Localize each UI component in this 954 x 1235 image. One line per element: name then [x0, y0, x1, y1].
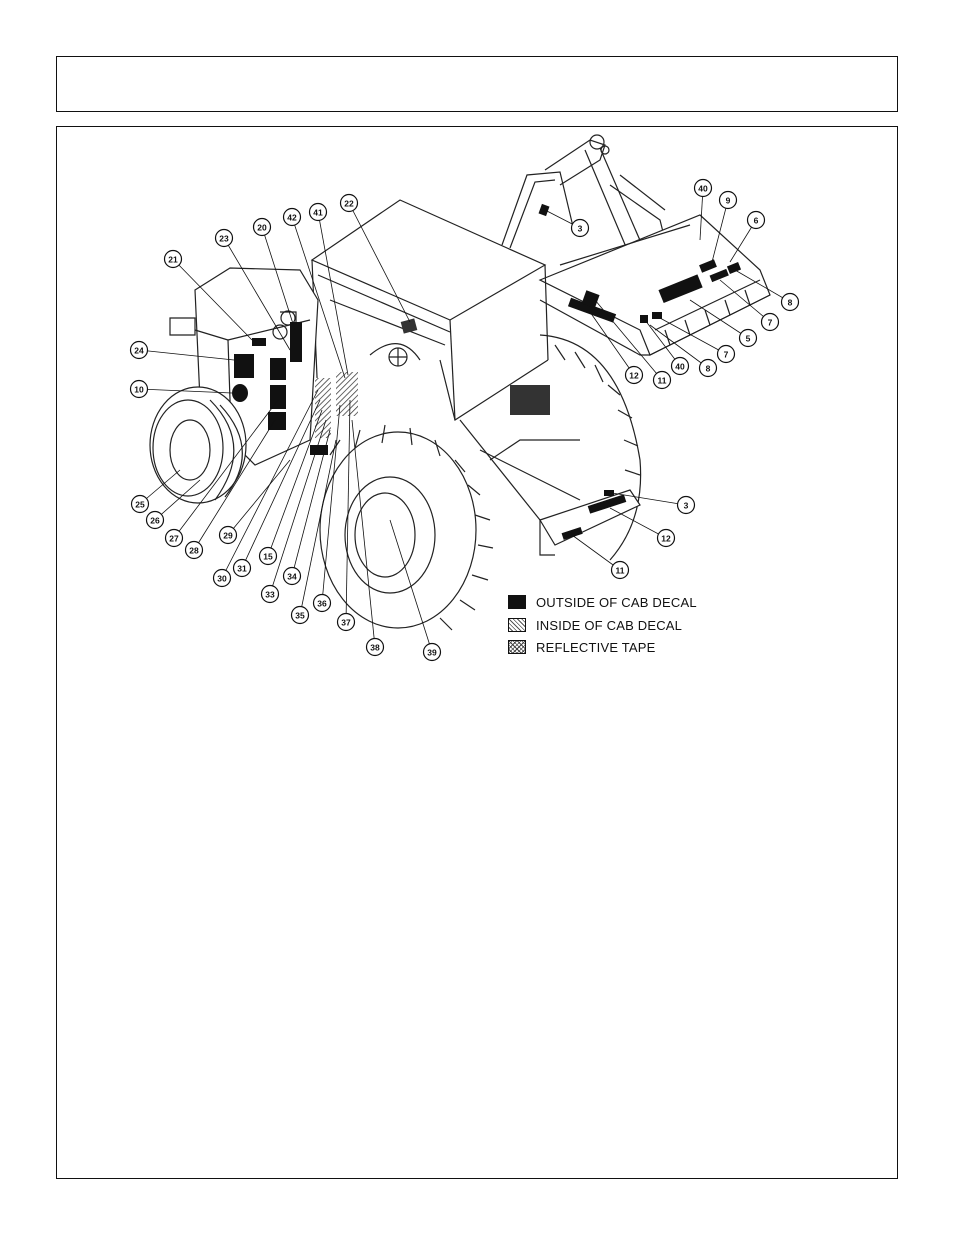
legend-label: INSIDE OF CAB DECAL — [536, 617, 683, 633]
callout-7 — [718, 346, 735, 363]
callout-10 — [131, 381, 148, 398]
callout-21 — [165, 251, 182, 268]
legend-inside-cab — [508, 617, 682, 633]
callout-40 — [695, 180, 712, 197]
legend-reflective-tape — [508, 639, 656, 655]
callout-number: 8 — [787, 297, 793, 308]
callout-11 — [654, 372, 671, 389]
callout-22 — [341, 195, 358, 212]
callout-number: 29 — [223, 530, 233, 541]
callout-23 — [216, 230, 233, 247]
callout-39 — [424, 644, 441, 661]
callout-6 — [748, 212, 765, 229]
callout-number: 39 — [427, 647, 437, 658]
callout-number: 36 — [317, 598, 327, 609]
callout-41 — [310, 204, 327, 221]
callout-number: 8 — [705, 363, 711, 374]
callout-number: 25 — [135, 499, 145, 510]
reflective-tape-swatch — [508, 640, 526, 654]
callout-number: 7 — [767, 317, 773, 328]
legend-label: OUTSIDE OF CAB DECAL — [536, 594, 697, 610]
outside-cab-swatch — [508, 595, 526, 609]
callout-number: 28 — [189, 545, 199, 556]
callout-35 — [292, 607, 309, 624]
callout-number: 9 — [725, 195, 731, 206]
callout-number: 12 — [661, 533, 671, 544]
callout-40 — [672, 358, 689, 375]
callout-25 — [132, 496, 149, 513]
callout-29 — [220, 527, 237, 544]
callout-number: 41 — [313, 207, 323, 218]
callout-number: 20 — [257, 222, 267, 233]
legend-outside-cab — [508, 594, 697, 610]
callout-number: 34 — [287, 571, 297, 582]
callout-31 — [234, 560, 251, 577]
callout-number: 5 — [745, 333, 751, 344]
callout-number: 31 — [237, 563, 247, 574]
callout-27 — [166, 530, 183, 547]
callout-number: 7 — [723, 349, 729, 360]
callout-30 — [214, 570, 231, 587]
callout-number: 11 — [615, 565, 625, 576]
callout-number: 26 — [150, 515, 160, 526]
rear-tire-left — [320, 425, 493, 630]
callout-number: 21 — [168, 254, 178, 265]
callout-number: 35 — [295, 610, 305, 621]
callout-number: 3 — [577, 223, 583, 234]
callout-37 — [338, 614, 355, 631]
callout-number: 6 — [753, 215, 759, 226]
callout-9 — [720, 192, 737, 209]
callout-8 — [782, 294, 799, 311]
callout-24 — [131, 342, 148, 359]
callout-5 — [740, 330, 757, 347]
callout-number: 22 — [344, 198, 354, 209]
callout-34 — [284, 568, 301, 585]
callout-26 — [147, 512, 164, 529]
callout-number: 11 — [657, 375, 667, 386]
callout-12 — [658, 530, 675, 547]
callout-number: 33 — [265, 589, 275, 600]
front-tire — [150, 387, 246, 503]
callout-number: 15 — [263, 551, 273, 562]
callout-3 — [678, 497, 695, 514]
callout-number: 27 — [169, 533, 179, 544]
callout-number: 37 — [341, 617, 351, 628]
callout-number: 40 — [698, 183, 708, 194]
legend-label: REFLECTIVE TAPE — [536, 639, 656, 655]
callout-number: 23 — [219, 233, 229, 244]
callout-number: 10 — [134, 384, 144, 395]
callout-20 — [254, 219, 271, 236]
callout-38 — [367, 639, 384, 656]
callout-number: 42 — [287, 212, 297, 223]
callout-15 — [260, 548, 277, 565]
callout-36 — [314, 595, 331, 612]
inside-cab-swatch — [508, 618, 526, 632]
callout-28 — [186, 542, 203, 559]
callout-number: 40 — [675, 361, 685, 372]
callout-7 — [762, 314, 779, 331]
callout-8 — [700, 360, 717, 377]
callout-number: 38 — [370, 642, 380, 653]
callout-12 — [626, 367, 643, 384]
callout-number: 3 — [683, 500, 689, 511]
callout-11 — [612, 562, 629, 579]
callout-42 — [284, 209, 301, 226]
callout-number: 12 — [629, 370, 639, 381]
callout-number: 30 — [217, 573, 227, 584]
callout-number: 24 — [134, 345, 144, 356]
callout-3 — [572, 220, 589, 237]
callout-33 — [262, 586, 279, 603]
